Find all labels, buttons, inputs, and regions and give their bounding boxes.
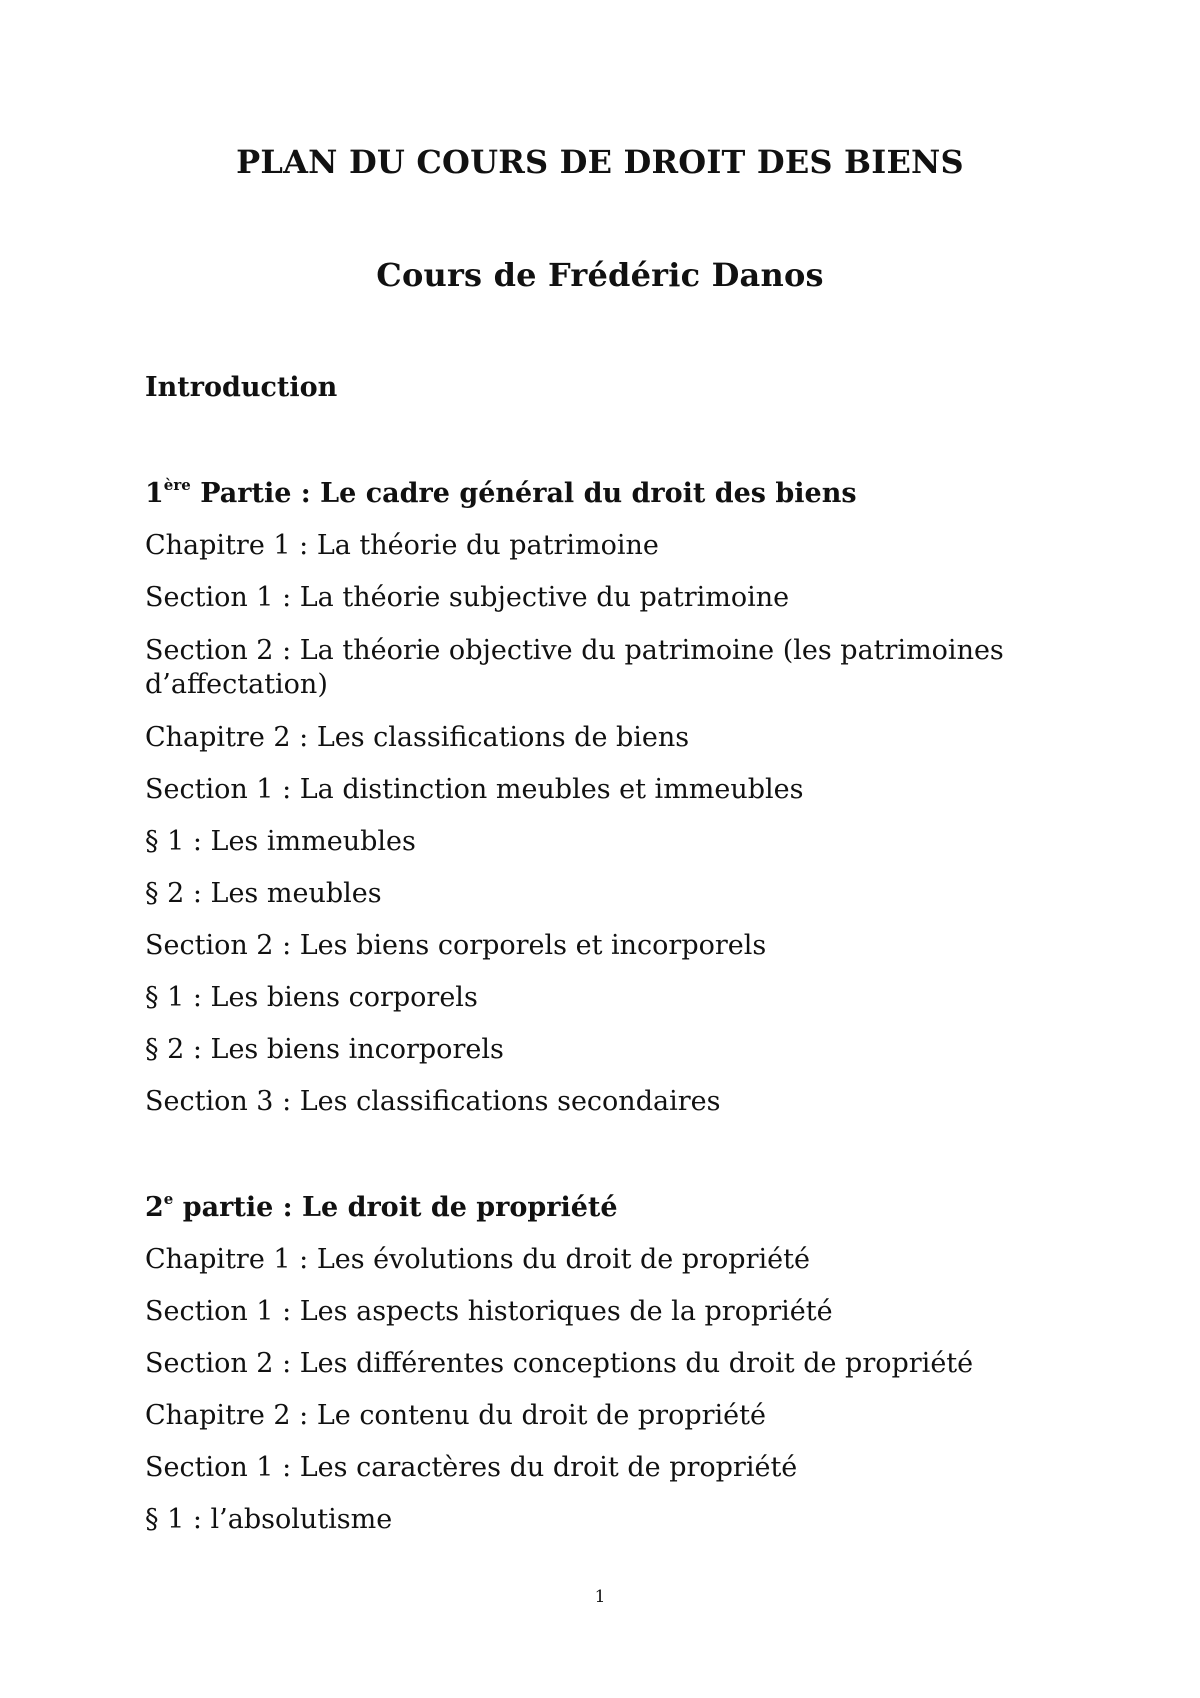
outline-item: Section 3 : Les classifications secondaires bbox=[145, 1086, 721, 1117]
outline-item: Chapitre 2 : Le contenu du droit de propriété bbox=[145, 1400, 766, 1431]
part2-item-block bbox=[145, 1347, 1085, 1381]
part1-item-block bbox=[145, 773, 1085, 807]
outline-item: Section 2 : La théorie objective du patrimoine (les patrimoines d’affectation) bbox=[145, 635, 1004, 700]
part2-item-block bbox=[145, 1503, 1085, 1537]
outline-item: Chapitre 2 : Les classifications de biens bbox=[145, 722, 690, 753]
outline-item: Section 2 : Les différentes conceptions du droit de propriété bbox=[145, 1348, 974, 1379]
part1-item-block bbox=[145, 981, 1085, 1015]
outline-item: § 1 : Les biens corporels bbox=[145, 982, 478, 1013]
part2-superscript: e bbox=[163, 1190, 174, 1208]
part1-item-block bbox=[145, 929, 1085, 963]
part1-heading-text: Partie : Le cadre général du droit des biens bbox=[190, 478, 857, 509]
part1-number: 1 bbox=[145, 478, 164, 509]
author-line: Cours de Frédéric Danos bbox=[376, 256, 824, 294]
part2-item-block bbox=[145, 1399, 1085, 1433]
outline-item: § 2 : Les biens incorporels bbox=[145, 1034, 504, 1065]
outline-item: § 1 : Les immeubles bbox=[145, 826, 416, 857]
part1-item-block bbox=[145, 721, 1085, 755]
outline-item: Chapitre 1 : Les évolutions du droit de propriété bbox=[145, 1244, 810, 1275]
part1-superscript: ère bbox=[163, 476, 191, 494]
part1-item-block bbox=[145, 1033, 1085, 1067]
part1-item-block bbox=[145, 581, 1085, 615]
part1-heading bbox=[145, 477, 1085, 511]
part1-heading-block bbox=[145, 477, 1085, 511]
part1-item-block bbox=[145, 1085, 1085, 1119]
part1-item-block bbox=[145, 634, 1085, 702]
outline-item: Section 1 : La distinction meubles et immeubles bbox=[145, 774, 804, 805]
part1-item-block bbox=[145, 825, 1085, 859]
part1-item-block bbox=[145, 877, 1085, 911]
part2-heading-text: partie : Le droit de propriété bbox=[173, 1192, 618, 1223]
outline-item: Section 1 : Les caractères du droit de propriété bbox=[145, 1452, 798, 1483]
part2-item-block bbox=[145, 1451, 1085, 1485]
part2-number: 2 bbox=[145, 1192, 164, 1223]
outline-item: Section 1 : La théorie subjective du patrimoine bbox=[145, 582, 790, 613]
part2-item-block bbox=[145, 1295, 1085, 1329]
outline-item: Section 2 : Les biens corporels et incorporels bbox=[145, 930, 767, 961]
part2-heading bbox=[145, 1191, 1085, 1225]
outline-item: § 1 : l’absolutisme bbox=[145, 1504, 393, 1535]
document-title: PLAN DU COURS DE DROIT DES BIENS bbox=[236, 143, 964, 181]
outline-item: Chapitre 1 : La théorie du patrimoine bbox=[145, 530, 659, 561]
page-number: 1 bbox=[594, 1587, 606, 1607]
introduction-heading: Introduction bbox=[145, 372, 338, 403]
part2-item-block bbox=[145, 1243, 1085, 1277]
introduction-block bbox=[145, 371, 1085, 405]
outline-item: Section 1 : Les aspects historiques de la propriété bbox=[145, 1296, 833, 1327]
part2-heading-block bbox=[145, 1191, 1085, 1225]
outline-item: § 2 : Les meubles bbox=[145, 878, 382, 909]
part1-item-block bbox=[145, 529, 1085, 563]
